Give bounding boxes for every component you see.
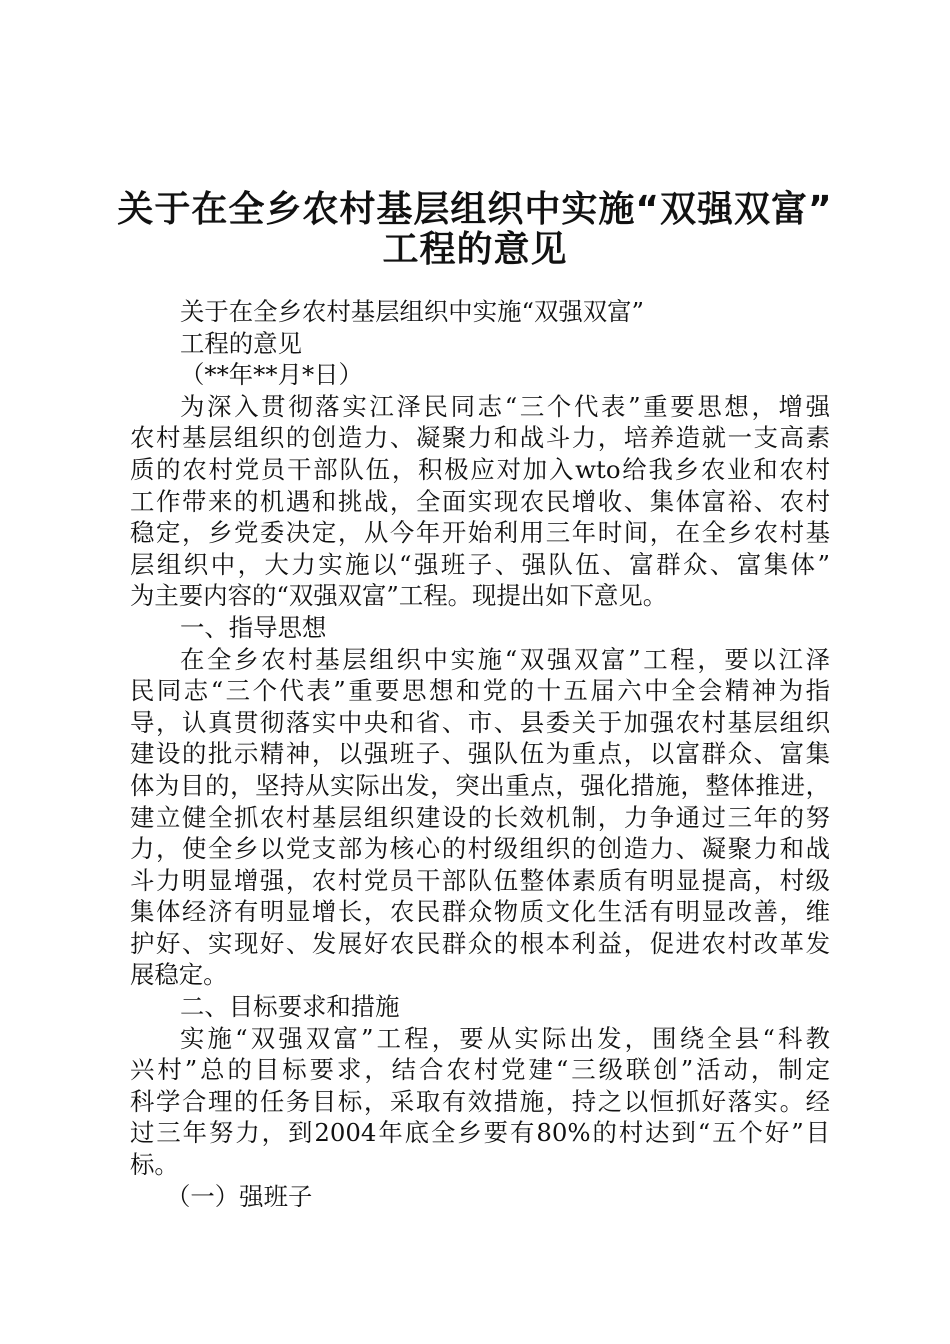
paragraph-line: 在全乡农村基层组织中实施“双强双富”工程，要以江泽 <box>180 644 830 674</box>
document-body <box>130 296 830 1212</box>
paragraph-line: 展稳定。 <box>130 960 228 990</box>
paragraph-line: 工作带来的机遇和挑战，全面实现农民增收、集体富裕、农村 <box>130 486 830 516</box>
paragraph-line: 护好、实现好、发展好农民群众的根本利益，促进农村改革发 <box>130 928 830 958</box>
paragraph-line: 科学合理的任务目标，采取有效措施，持之以恒抓好落实。经 <box>130 1086 830 1116</box>
subsection-heading: （一）强班子 <box>166 1181 313 1211</box>
paragraph-line: 稳定，乡党委决定，从今年开始利用三年时间，在全乡农村基 <box>130 518 830 548</box>
document-title-line-1: 关于在全乡农村基层组织中实施“双强双富” <box>117 189 833 230</box>
paragraph-line: 实施“双强双富”工程，要从实际出发，围绕全县“科教 <box>180 1023 830 1053</box>
subtitle-line: 关于在全乡农村基层组织中实施“双强双富” <box>180 297 644 326</box>
paragraph-line: 民同志“三个代表”重要思想和党的十五届六中全会精神为指 <box>130 676 830 706</box>
subtitle-line: 工程的意见 <box>180 328 302 358</box>
paragraph-line: 标。 <box>130 1150 179 1180</box>
paragraph-line: 集体经济有明显增长，农民群众物质文化生活有明显改善，维 <box>130 897 830 927</box>
paragraph-line: 层组织中，大力实施以“强班子、强队伍、富群众、富集体” <box>130 549 830 579</box>
paragraph-line: 建设的批示精神，以强班子、强队伍为重点，以富群众、富集 <box>130 739 830 769</box>
document-title-line-2: 工程的意见 <box>382 229 568 270</box>
paragraph-line: 农村基层组织的创造力、凝聚力和战斗力，培养造就一支高素 <box>130 423 830 453</box>
paragraph-line: 为深入贯彻落实江泽民同志“三个代表”重要思想，增强 <box>180 391 830 421</box>
date-line: （**年**月*日） <box>180 360 363 390</box>
paragraph-line: 建立健全抓农村基层组织建设的长效机制，力争通过三年的努 <box>130 802 830 832</box>
paragraph-line: 为主要内容的“双强双富”工程。现提出如下意见。 <box>130 581 668 611</box>
section-heading: 一、指导思想 <box>180 612 327 642</box>
paragraph-line: 过三年努力，到2004年底全乡要有80%的村达到“五个好”目 <box>130 1118 830 1148</box>
paragraph-line: 质的农村党员干部队伍，积极应对加入wto给我乡农业和农村 <box>130 454 830 484</box>
paragraph-line: 兴村”总的目标要求，结合农村党建“三级联创”活动，制定 <box>130 1055 830 1085</box>
paragraph-line: 斗力明显增强，农村党员干部队伍整体素质有明显提高，村级 <box>130 865 830 895</box>
paragraph-line: 导，认真贯彻落实中央和省、市、县委关于加强农村基层组织 <box>130 707 830 737</box>
paragraph-line: 体为目的，坚持从实际出发，突出重点，强化措施，整体推进， <box>130 770 830 800</box>
section-heading: 二、目标要求和措施 <box>180 992 400 1022</box>
paragraph-line: 力，使全乡以党支部为核心的村级组织的创造力、凝聚力和战 <box>130 834 830 864</box>
